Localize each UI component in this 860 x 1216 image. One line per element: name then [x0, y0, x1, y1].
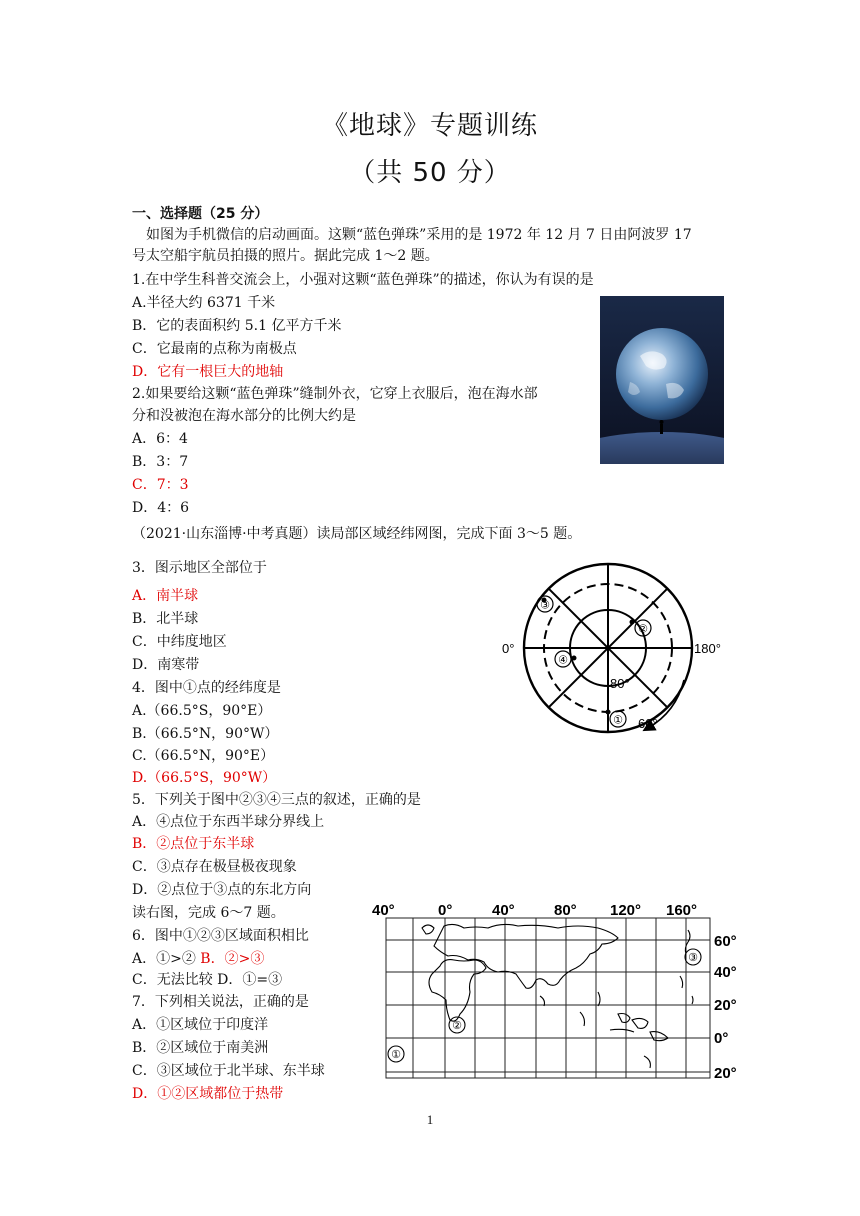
section-heading: 一、选择题（25 分）: [132, 206, 269, 222]
lon-label-120e: 120°: [610, 902, 642, 919]
grid-region-1-label: ①: [391, 1049, 401, 1061]
q2-stem-line-2: 分和没被泡在海水部分的比例大约是: [132, 408, 356, 424]
polar-label-180: 180°: [694, 641, 721, 656]
q5-option-c: C．③点存在极昼极夜现象: [132, 859, 297, 875]
polar-point-4-label: ④: [558, 654, 568, 667]
q6-option-a: A．①>②: [132, 951, 196, 967]
blue-marble-photo: [600, 296, 724, 464]
polar-point-2-label: ②: [638, 623, 648, 636]
q7-stem: 7．下列相关说法，正确的是: [132, 994, 309, 1010]
q2-option-b: B．3：7: [132, 454, 189, 470]
q6-option-b-answer: B．②>③: [200, 951, 265, 967]
grid-region-3-label: ③: [688, 952, 698, 964]
q3-option-d: D．南寒带: [132, 657, 200, 673]
world-grid-map: [370, 896, 750, 1088]
polar-point-3-label: ③: [540, 599, 550, 612]
q5-option-b-answer: B．②点位于东半球: [132, 836, 255, 852]
q7-option-a: A．①区域位于印度洋: [132, 1017, 269, 1033]
q4-option-d-answer: D.（66.5°S，90°W）: [132, 770, 277, 786]
q4-option-a: A.（66.5°S，90°E）: [132, 703, 272, 719]
q7-option-d-answer: D．①②区域都位于热带: [132, 1086, 284, 1102]
polar-point-1-label: ①: [613, 714, 623, 727]
q4-option-c: C.（66.5°N，90°E）: [132, 748, 275, 764]
q6-option-c-d-row: [132, 970, 282, 990]
lon-label-40e: 40°: [492, 902, 515, 919]
intro-line-1: 如图为手机微信的启动画面。这颗“蓝色弹珠”采用的是 1972 年 12 月 7 日由阿波罗 17: [132, 227, 692, 243]
lon-label-160e: 160°: [666, 902, 698, 919]
q5-option-d: D．②点位于③点的东北方向: [132, 882, 312, 898]
intro-line-2: 号太空船宇航员拍摄的照片。据此完成 1～2 题。: [132, 248, 439, 264]
lat-label-20n: 20°: [714, 997, 737, 1014]
q1-option-b: B．它的表面积约 5.1 亿平方千米: [132, 318, 342, 334]
grid-region-2-label: ②: [452, 1020, 462, 1032]
polar-graticule-map: [498, 562, 728, 738]
lat-label-0: 0°: [714, 1030, 729, 1047]
q7-option-b: B．②区域位于南美洲: [132, 1040, 269, 1056]
lon-label-0: 0°: [438, 902, 453, 919]
intro-q6-7: 读右图，完成 6～7 题。: [132, 905, 285, 921]
q2-option-c-answer: C．7：3: [132, 477, 189, 493]
intro-q3-5: （2021·山东淄博·中考真题）读局部区域经纬网图，完成下面 3～5 题。: [132, 526, 582, 542]
polar-label-80: 80°: [610, 676, 630, 691]
lat-label-20s: 20°: [714, 1065, 737, 1082]
q5-stem: 5．下列关于图中②③④三点的叙述，正确的是: [132, 792, 421, 808]
q1-stem: 1.在中学生科普交流会上，小强对这颗“蓝色弹珠”的描述，你认为有误的是: [132, 272, 594, 288]
q4-option-b: B.（66.5°N，90°W）: [132, 726, 279, 742]
q7-option-c: C．③区域位于北半球、东半球: [132, 1063, 325, 1079]
q4-stem: 4．图中①点的经纬度是: [132, 680, 281, 696]
lat-label-40n: 40°: [714, 964, 737, 981]
lat-label-60n: 60°: [714, 933, 737, 950]
lon-label-80e: 80°: [554, 902, 577, 919]
q6-option-a-b-row: [132, 949, 264, 969]
q1-option-a: A.半径大约 6371 千米: [132, 295, 276, 311]
q3-option-a-answer: A．南半球: [132, 588, 199, 604]
polar-label-60: 60°: [638, 716, 658, 731]
q2-option-a: A．6：4: [132, 431, 188, 447]
polar-label-0: 0°: [502, 641, 515, 656]
page-title: 《地球》专题训练: [321, 111, 538, 141]
q6-option-c: C．无法比较: [132, 972, 213, 988]
q3-stem: 3．图示地区全部位于: [132, 560, 267, 576]
page-subtitle: （共 50 分）: [349, 158, 511, 188]
q2-stem-line-1: 2.如果要给这颗“蓝色弹珠”缝制外衣，它穿上衣服后，泡在海水部: [132, 386, 538, 402]
q5-option-a: A．④点位于东西半球分界线上: [132, 814, 325, 830]
q1-option-d-answer: D．它有一根巨大的地轴: [132, 364, 284, 380]
q6-option-d: D．①=③: [217, 972, 283, 988]
q2-option-d: D．4：6: [132, 500, 190, 516]
q3-option-b: B．北半球: [132, 611, 199, 627]
lon-label-40w: 40°: [372, 902, 395, 919]
q1-option-c: C．它最南的点称为南极点: [132, 341, 297, 357]
page-number: 1: [426, 1112, 434, 1127]
q6-stem: 6．图中①②③区域面积相比: [132, 928, 309, 944]
q3-option-c: C．中纬度地区: [132, 634, 227, 650]
